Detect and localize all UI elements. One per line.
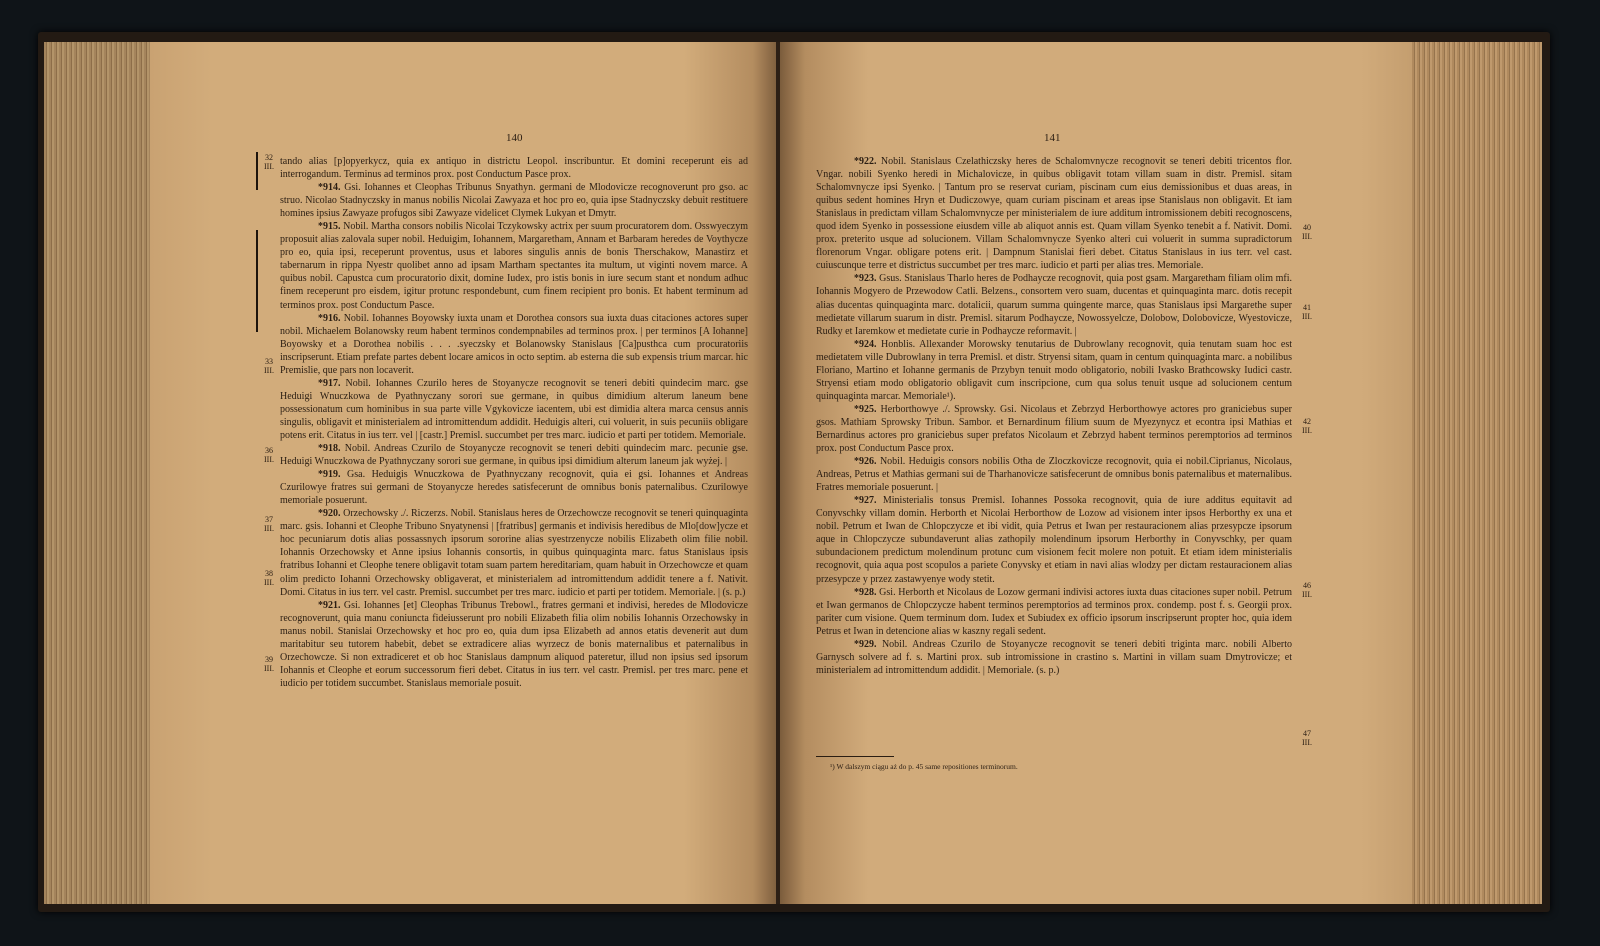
page-number: 140: [506, 132, 523, 144]
entry: *926. Nobil. Heduigis consors nobilis Otha de Zloczkovicze recognovit, quia ei nobil.Ciprianus, Nicolaus, Andreas, Petrus et Mathias germani sui de Tharhanovicze satisfecerunt de omnibus bonis paternalibus et maternalibus. Fratres memoriale posuerunt. |: [816, 456, 1292, 494]
entry: *922. Nobil. Stanislaus Czelathiczsky heres de Schalomvnycze recognovit se teneri debiti tricentos flor. Vngar. nobili Syenko heredi in Michalovicze, in quibus obligavit totam villam suam in distr. Premisl. sitam Schalomvnycze ipsi Syenko. | Tantum pro se reservat curiam, piscinam cum eius demissionibus et duas areas, in quibus sedent homines Hryn et Dudiczowye, quam curiam piscinam et areas ipse Stanislaus non obligavit. Et iam Stanislaus in predictam villam Schalomvnycze per ministerialem de iure additum intromissionem debiti recognoscens, quod idem Syenko in possessione eiusdem ville ab aliquot annis est. Quam villam Syenko tenebit a f. Nativit. Domi. prox. preterito usque ad solucionem. Villam Schalomvnycze Syenko alteri cui voluerit in summa supradictorum florenorum Vngar. obligare potens erit. | Dampnum Stanislai fieri debet. Citatus Stanislaus in ius terr. vel cast. cuiuscunque terre et districtus succumbet per tres marc. iudicio et parti per alias tres. Memoriale.: [816, 156, 1292, 272]
left-page: [150, 42, 778, 904]
page-number: 141: [1044, 132, 1061, 144]
margin-note: 38 III.: [264, 569, 274, 587]
margin-rule: [256, 152, 258, 190]
margin-note: 32 III.: [264, 153, 274, 171]
entry: *921. Gsi. Iohannes [et] Cleophas Tribunus Trebowl., fratres germani et indivisi, heredes de Mlodovicze recognoverunt, quia manu coniuncta fideiusserunt pro nobili Elizabeth filia olim nobilis Iohannis Orzechowsky in manus nobil. Stanislai Orzechowsky et hoc pro eo, quia dum ipsa Elizabeth ad annos etatis devenerit aut dum maritabitur seu tutorem habebit, debet se extradicere alias wyrzecz de bonis maternalibus et paternalibus in Orzechowcze. Si non extradiceret et ob hoc Stanislaus dampnum aliquod pateretur, illud non ipsius sed ipsorum Iohannis et Cleophe et eorum successorum fieri debet. Citatus in ius terr. vel castr. Premisl. per tres marc. pene et iudicio per totidem succumbet. Stanislaus memoriale posuit.: [280, 599, 748, 689]
page-text: [280, 155, 748, 690]
page-edges-right: [1412, 42, 1542, 904]
margin-note: 46 III.: [1302, 581, 1312, 599]
page-text: [816, 155, 1292, 677]
margin-note: 37 III.: [264, 515, 274, 533]
margin-note: 41 III.: [1302, 303, 1312, 321]
entry: *918. Nobil. Andreas Czurilo de Stoyanycze recognovit se teneri debiti quindecim marc. pecunie gse. Heduigi Wnuczkowa de Pyathnyczany sorori sue germane, in quibus ipsi dimidium alterum laneum jak wyżej. |: [280, 443, 749, 468]
margin-note: 33 III.: [264, 357, 274, 375]
entry: *924. Honblis. Allexander Morowsky tenutarius de Dubrowlany recognovit, quia tenutam suam hoc est medietatem ville Dubrowlany in terra Premisl. et distr. Stryensi sitam, quam in centum quinquaginta marc. a nobilibus Floriano, Martino et Iohanne germanis de Przybyn tenuit modo obligatorio, nobili Ivasko Brathcowsky Iudici castr. Stryensi etiam modo obligatorio obligavit cum inscripcione, cum qua solus tenuit usque ad solucionem centum quinquaginta marcar. Memoriale¹).: [816, 338, 1293, 402]
entry: *916. Nobil. Iohannes Boyowsky iuxta unam et Dorothea consors sua iuxta duas citaciones actores super nobil. Michaelem Bolanowsky reum habent terminos condempnabiles ad terminos prox. | per terminos [A Iohanne] Boyowsky et a Dorothea nobilis . . . .syeczsky et Bolanowsky Stanislaus [Ca]pusthca cum procuratoriis inscripserunt. Etiam prefate partes debent locare amicos in octo septim. ab esterna die sub expensis trium marcar. hic Premislie, que pars non locaverit.: [280, 312, 748, 376]
footnote-rule: [816, 756, 894, 757]
entry: *929. Nobil. Andreas Czurilo de Stoyanycze recognovit se teneri debiti triginta marc. nobili Alberto Garnysch solvere ad f. s. Martini prox. sub intromissione in crastino s. Martini in villam suam Dmytrovicze; et ministerialem ad intromittendum addidit. | Memoriale. (s. p.): [816, 638, 1293, 676]
entry: *927. Ministerialis tonsus Premisl. Iohannes Possoka recognovit, quia de iure additus equitavit ad Conyvschky villam domin. Herborth et Nicolai Herborthow de Lozow ad visionem inter ipsos Herborthy ex una et nobil. Petrum et Iwan de Chlopczycze et ibi vidit, quia Petrus et Iwan per restauracionem alias przesypcze ipsorum aque in Chlopczycze subundaverunt alias zathopily molendinum ipsorum Herborthy in Conyvschky, per quam subundacionem predictum molendinum protunc cum visionem fecit molere non potuit. Et etiam idem ministerialis recognovit, quia aqua post scopulos a pariete Conyvsky et etiam in navi alias wlodzy per dictam restauracionem alias przesypcze y przez zastawyenye wody stetit.: [816, 495, 1292, 585]
right-page: [780, 42, 1412, 904]
entry: *928. Gsi. Herborth et Nicolaus de Lozow germani indivisi actores iuxta duas citaciones super nobil. Petrum et Iwan germanos de Chlopczycze habent terminos peremptorios ad terminos prox. condemp. post f. s. Georgii prox. pariter cum visione. Quem terminum dom. Iudex et Subiudex ex officio ipsorum inscripserunt propter hoc, quia idem Petrus et Iwan in detencione alias w kaszny regali sedent.: [816, 586, 1292, 637]
entry: *923. Gsus. Stanislaus Tharlo heres de Podhaycze recognovit, quia post gsam. Margaretham filiam olim mfi. Iohannis Mogyero de Przewodow Catli. Belzens., consortem vero suam, ducentas et quinquaginta marc. dotis recepit alias ducentas quinquaginta marc. dotalicii, quarum summa quingente marce, quas Stanislaus ipsi Margarethe super medietate villarum suarum in distr. Premisl. sitarum Podhaycze, Nowossyelcze, Dolobow, Dolobovicze, Wyestovicze, Rudky et Iaremkow et medietate curie in Podhaycze reformavit. |: [816, 273, 1293, 337]
entry: *925. Herborthowye ./. Sprowsky. Gsi. Nicolaus et Zebrzyd Herborthowye actores pro graniciebus super gsos. Mathiam Sprowsky Tribun. Sambor. et Bernardinum filium suum de Myezynycz et econtra ipsi Mathias et Bernardinus actores pro graniciebus super prefatos Nicolaum et Zebrzyd habent terminos peremptorios ad terminos prox. post Conductum Pasce prox.: [816, 403, 1292, 455]
entry: *915. Nobil. Martha consors nobilis Nicolai Tczykowsky actrix per suum procuratorem dom. Osswyeczym proposuit alias zalovala super nobil. Heduigim, Iohannem, Margaretham, Annam et Barbaram heredes de Voythycze pro eo, quia ipsi, receperunt proventus, usus et labores singulis annis de bonis Therschakow, Manastirz et tabernarum in rippa Nyestr quolibet anno ad ipsam Martham spectantes ita multum, ut viginti novem marce. A quibus nobil. Capustca cum procuratorio dixit, domine Iudex, pro istis bonis in iure secum stant et nondum adhuc finem receperunt pro eisdem, igitur protunc respondebunt, cum finem recipient pro bonis. Et habent terminum ad terminos prox. post Conductum Pasce.: [280, 221, 749, 311]
margin-note: 36 III.: [264, 446, 274, 464]
margin-note: 42 III.: [1302, 417, 1312, 435]
margin-note: 39 III.: [264, 655, 274, 673]
margin-note: 47 III.: [1302, 729, 1312, 747]
footnote: ¹) W dalszym ciągu aż do p. 45 same repositiones terminorum.: [830, 762, 1018, 771]
entry: tando alias [p]opyerkycz, quia ex antiquo in districtu Leopol. inscribuntur. Et domini receperunt eis ad interrogandum. Terminus ad terminos prox. post Conductum Pasce prox.: [280, 156, 748, 181]
entry: *920. Orzechowsky ./. Riczerzs. Nobil. Stanislaus heres de Orzechowcze recognovit se teneri quinquaginta marc. gsis. Iohanni et Cleophe Tribuno Snyatynensi | [fratribus] germanis et indivisis heredibus de Mlo[dow]ycze et hoc pecuniarum dotis alias possassnych ipsorum sororine alias syestrzenycze nobilis Elizabeth olim filie nobil. Iohannis Orzechowsky et Anne ipsius Iohannis consortis, in quibus quinquaginta marc. fatus Stanislaus ipsis fratribus Iohanni et Cleophe tenere obligavit totam suam partem hereditariam, quam habuit in Orzechowcze et quam olim predicto Iohanni Orzechowsky obligaverat, et ministerialem ad intromittendum addidit tenere a f. Nativit. Domi. Citatus in ius terr. vel castr. Premisl. succumbet per tres marc. iudicio et parti per totidem. Memoriale. | (s. p.): [280, 508, 749, 598]
entry: *917. Nobil. Iohannes Czurilo heres de Stoyanycze recognovit se teneri debiti quindecim marc. gse Heduigi Wnuczkowa de Pyathnyczany sorori sue germane, in quibus dimidium alterum laneum bene possessionatum cum hominibus in sua parte ville Vgykovicze iacentem, ubi est dimidia altera marca census annis singulis, obligavit et ministerialem ad intromittendum addidit. Heduigis alteri, cui voluerit, in suis pecuniis obligare potens erit. Citatus in ius terr. vel | [castr.] Premisl. succumbet per tres marc. iudicio et parti per totidem. Memoriale.: [280, 377, 749, 441]
margin-note: 40 III.: [1302, 223, 1312, 241]
margin-rule: [256, 230, 258, 332]
entry: *919. Gsa. Heduigis Wnuczkowa de Pyathnyczany recognovit, quia ei gsi. Iohannes et Andreas Czurilowye fratres sui germani de Stoyanycze heredes satisfecerunt de omnibus bonis paternalibus. Czurilowye memoriale posuerunt.: [280, 469, 748, 507]
entry: *914. Gsi. Iohannes et Cleophas Tribunus Snyathyn. germani de Mlodovicze recognoverunt pro gso. ac struo. Nicolao Stadnyczsky in manus nobilis Nicolai Zawyaza et hoc pro eo, quia ipse Stadnyczsky debuit restituere homines ipsius Zawyaze profugos sibi Zawyaze videlicet Clymek Lukyan et Dmytr.: [280, 182, 748, 220]
page-edges-left: [44, 42, 150, 904]
